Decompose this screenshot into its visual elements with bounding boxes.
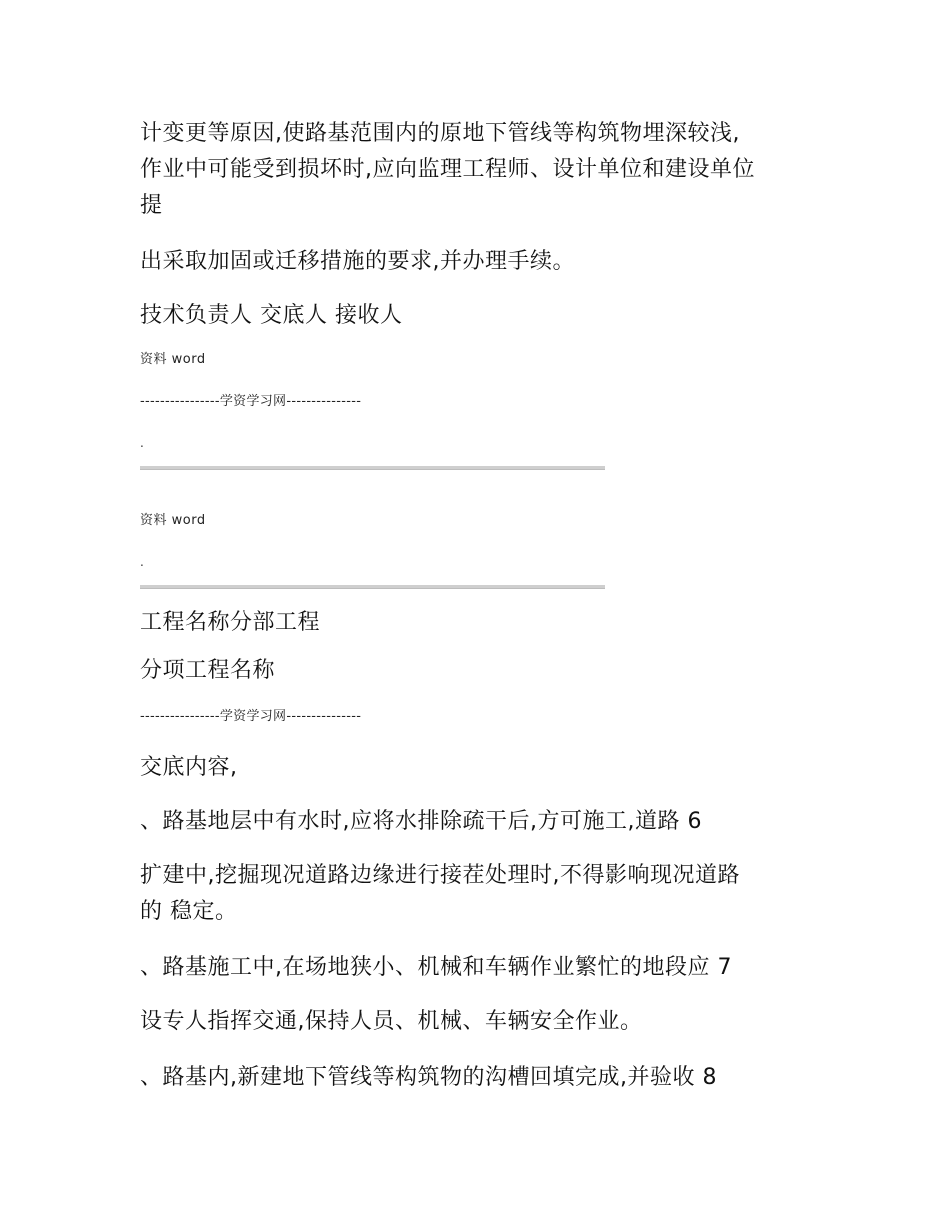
page-divider: [140, 585, 605, 589]
sub-project-name-label: 分项工程名称: [140, 658, 276, 683]
page-divider: [140, 466, 605, 470]
watermark-text: 资料 word: [140, 513, 206, 528]
content-label: 交底内容,: [140, 755, 238, 780]
site-banner: ----------------学资学习网---------------: [140, 394, 362, 409]
item-line: 、路基地层中有水时,应将水排除疏干后,方可施工,道路 6: [140, 809, 702, 834]
item-line: 的 稳定。: [140, 899, 238, 924]
project-name-label: 工程名称分部工程: [140, 610, 321, 635]
body-line: 出采取加固或迁移措施的要求,并办理手续。: [140, 249, 575, 274]
body-line: 计变更等原因,使路基范围内的原地下管线等构筑物埋深较浅,: [140, 121, 740, 146]
watermark-text: 资料 word: [140, 352, 206, 367]
item-line: 、路基施工中,在场地狭小、机械和车辆作业繁忙的地段应 7: [140, 955, 732, 980]
item-line: 、路基内,新建地下管线等构筑物的沟槽回填完成,并验收 8: [140, 1065, 717, 1090]
body-line: 作业中可能受到损坏时,应向监理工程师、设计单位和建设单位: [140, 157, 755, 182]
body-line: 提: [140, 193, 163, 218]
item-line: 设专人指挥交通,保持人员、机械、车辆安全作业。: [140, 1009, 643, 1034]
signature-line: 技术负责人 交底人 接收人: [140, 303, 403, 328]
item-line: 扩建中,挖掘现况道路边缘进行接茬处理时,不得影响现况道路: [140, 863, 740, 888]
page-dot: .: [140, 436, 144, 450]
site-banner: ----------------学资学习网---------------: [140, 709, 362, 724]
page-dot: .: [140, 555, 144, 569]
